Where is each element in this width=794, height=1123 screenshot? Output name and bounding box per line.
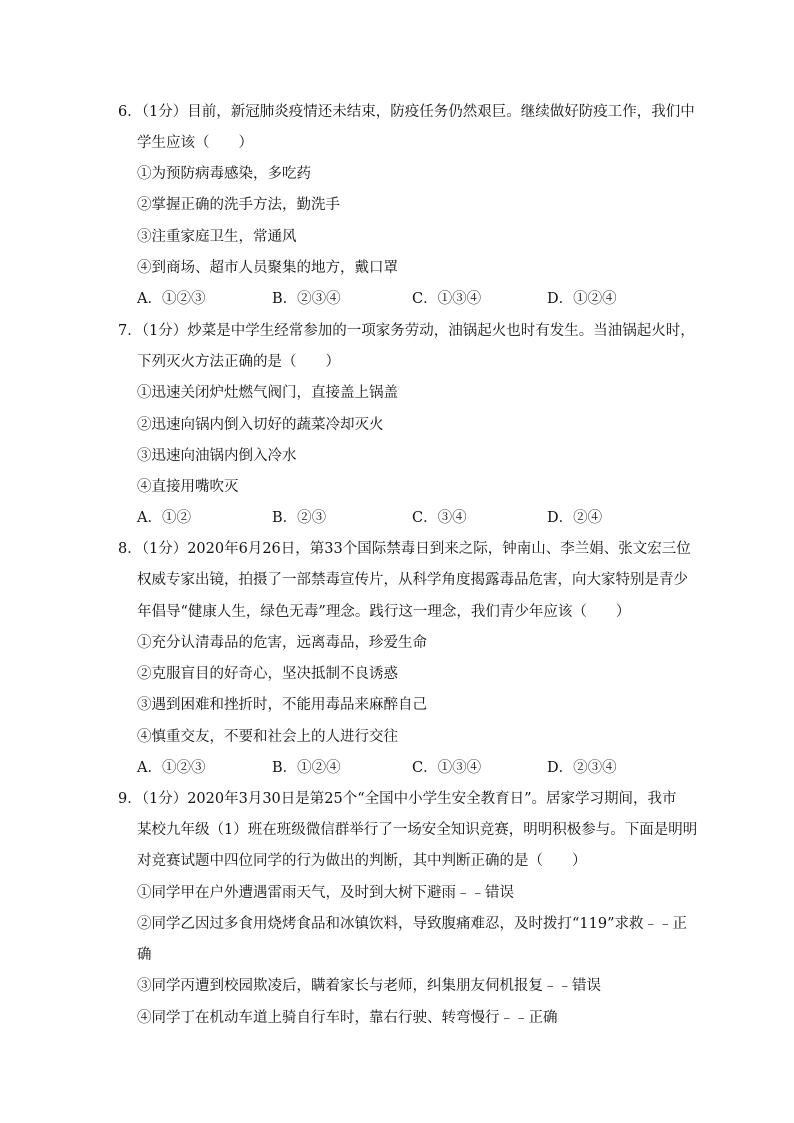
- question-8-item-2: ②克服盲目的好奇心，坚决抵制不良诱惑: [137, 666, 398, 682]
- question-8-stem-line-2: 权威专家出镜，拍摄了一部禁毒宣传片，从科学角度揭露毒品危害，向大家特别是青少: [137, 572, 688, 588]
- question-9-item-1: ①同学甲在户外遭遇雷雨天气，及时到大树下避雨﹣﹣错误: [137, 885, 514, 901]
- question-6-choice-d: D．①②④: [547, 291, 617, 307]
- question-8-stem-line-1: 8．（1分）2020年6月26日，第33个国际禁毒日到来之际，钟南山、李兰娟、张文宏三位: [118, 541, 691, 557]
- question-9-item-2: ②同学乙因过多食用烧烤食品和冰镇饮料，导致腹痛难忍，及时拨打“119”求救﹣﹣正: [137, 916, 687, 932]
- question-8-choice-a: A．①②③: [137, 760, 206, 776]
- question-8-item-4: ④慎重交友，不要和社会上的人进行交往: [137, 729, 398, 745]
- question-6-item-2: ②掌握正确的洗手方法，勤洗手: [137, 197, 340, 213]
- question-7-choice-a: A．①②: [137, 510, 191, 526]
- question-7-stem-line-1: 7．（1分）炒菜是中学生经常参加的一项家务劳动，油锅起火也时有发生。当油锅起火时，: [118, 323, 695, 339]
- question-6-stem-line-2: 学生应该（ ）: [137, 135, 253, 151]
- question-8-item-1: ①充分认清毒品的危害，远离毒品，珍爱生命: [137, 635, 427, 651]
- question-7-item-3: ③迅速向油锅内倒入冷水: [137, 448, 297, 464]
- question-6-stem-line-1: 6．（1分）目前，新冠肺炎疫情还未结束，防疫任务仍然艰巨。继续做好防疫工作，我们中: [118, 104, 695, 120]
- question-9-item-3: ③同学丙遭到校园欺凌后，瞒着家长与老师，纠集朋友伺机报复﹣﹣错误: [137, 978, 601, 994]
- question-7-stem-line-2: 下列灭火方法正确的是（ ）: [137, 354, 340, 370]
- question-6-choice-c: C．①③④: [412, 291, 482, 307]
- question-6-choice-b: B．②③④: [272, 291, 341, 307]
- question-7-choice-b: B．②③: [272, 510, 327, 526]
- question-7-item-1: ①迅速关闭炉灶燃气阀门，直接盖上锅盖: [137, 385, 398, 401]
- question-6-item-1: ①为预防病毒感染，多吃药: [137, 166, 311, 182]
- question-6-item-3: ③注重家庭卫生，常通风: [137, 229, 297, 245]
- question-9-stem-line-1: 9．（1分）2020年3月30日是第25个“全国中小学生安全教育日”。居家学习期间，我市: [118, 791, 677, 807]
- question-8-choice-c: C．①③④: [412, 760, 482, 776]
- question-6-item-4: ④到商场、超市人员聚集的地方，戴口罩: [137, 260, 398, 276]
- question-7-choice-d: D．②④: [547, 510, 603, 526]
- question-8-item-3: ③遇到困难和挫折时，不能用毒品来麻醉自己: [137, 697, 427, 713]
- question-9-stem-line-3: 对竞赛试题中四位同学的行为做出的判断，其中判断正确的是（ ）: [137, 853, 587, 869]
- question-9-item-2-continued: 确: [137, 947, 152, 963]
- question-7-item-2: ②迅速向锅内倒入切好的蔬菜冷却灭火: [137, 417, 384, 433]
- question-8-choice-d: D．②③④: [547, 760, 617, 776]
- question-7-choice-c: C．③④: [412, 510, 467, 526]
- question-6-choice-a: A．①②③: [137, 291, 206, 307]
- question-9-item-4: ④同学丁在机动车道上骑自行车时，靠右行驶、转弯慢行﹣﹣正确: [137, 1010, 558, 1026]
- question-8-stem-line-3: 年倡导“健康人生，绿色无毒”理念。践行这一理念，我们青少年应该（ ）: [137, 604, 631, 620]
- question-7-item-4: ④直接用嘴吹灭: [137, 479, 239, 495]
- question-9-stem-line-2: 某校九年级（1）班在班级微信群举行了一场安全知识竞赛，明明积极参与。下面是明明: [137, 822, 698, 838]
- question-8-choice-b: B．①②④: [272, 760, 341, 776]
